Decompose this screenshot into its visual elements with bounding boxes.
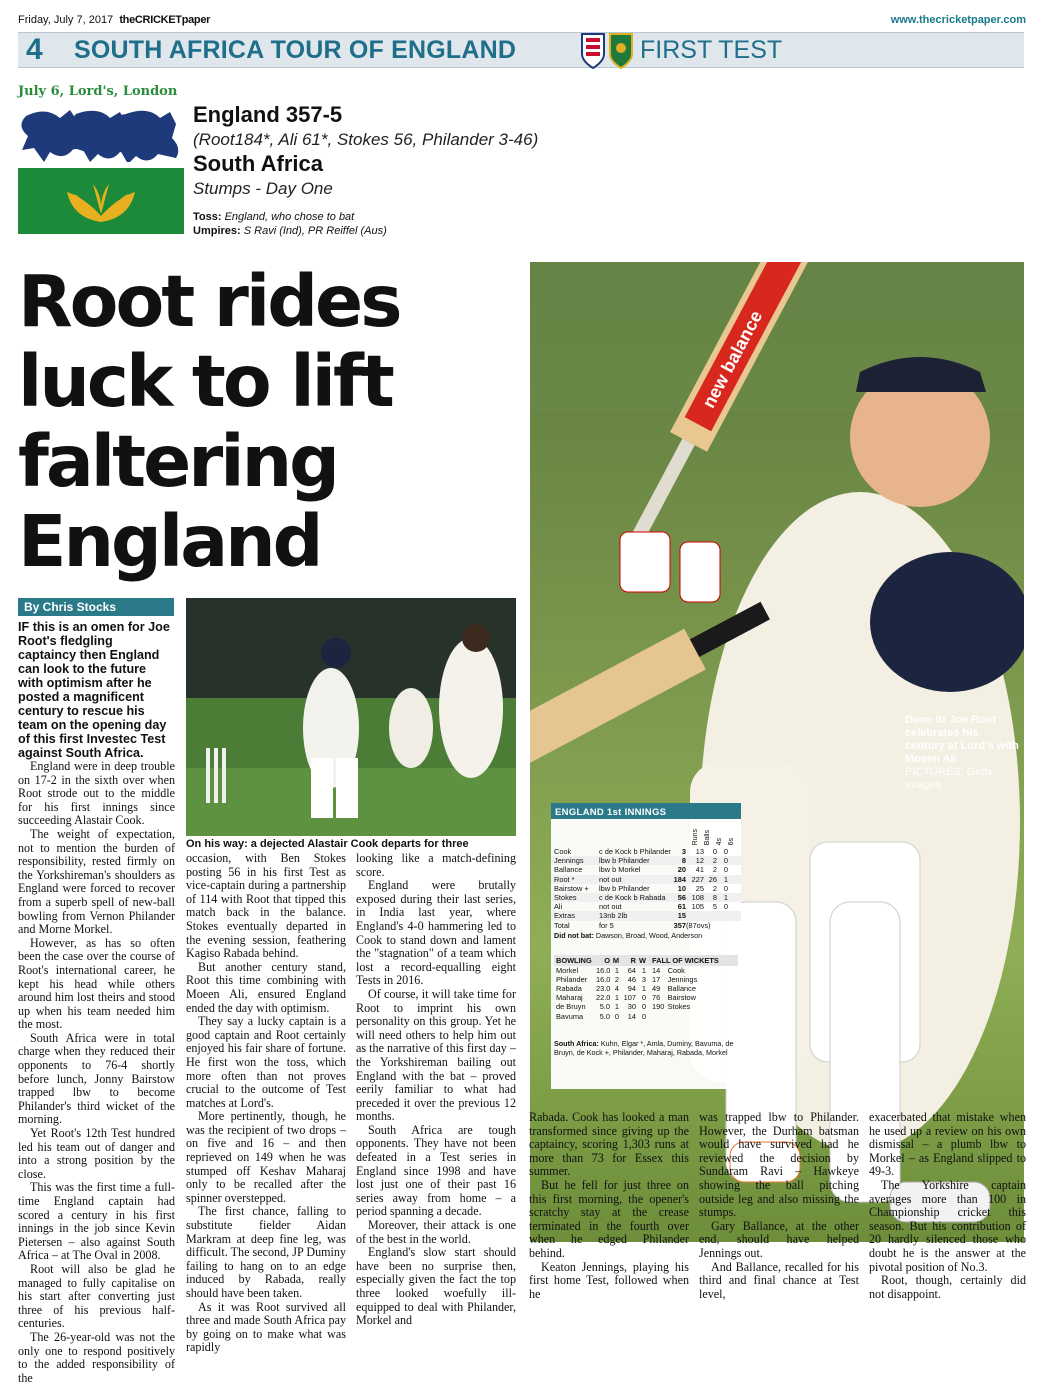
batting-cell-n: Root * bbox=[554, 874, 575, 884]
batting-row bbox=[551, 911, 741, 920]
bowling-cell-w: 1 bbox=[641, 984, 646, 994]
headline: Root rides luck to lift faltering England bbox=[18, 260, 400, 583]
batting-cell-d: lbw b Philander bbox=[599, 883, 650, 893]
batting-cell-f: 26 bbox=[708, 874, 717, 884]
bowling-cell-o: 5.0 bbox=[599, 1011, 610, 1021]
fow-cell-p: Cook bbox=[667, 965, 685, 975]
batting-cell-n: Total bbox=[554, 920, 570, 930]
batting-cell-d: not out bbox=[599, 874, 622, 884]
bowling-cell-n: de Bruyn bbox=[556, 1002, 586, 1012]
bowling-cell-r: 107 bbox=[623, 993, 636, 1003]
bowling-row bbox=[554, 966, 650, 975]
body-column-4: Rabada. Cook has looked a man transformed since giving up the captaincy, scoring 1,303 runs at more than 73 for Essex this summer. But he fell for just three on this first morning, the opener's scratchy stay at the crease terminated in the fourth over when he edged Philander behind. Keaton Jennings, playing his first home Test, followed when he bbox=[529, 1110, 689, 1301]
bowling-cell-n: Rabada bbox=[556, 984, 582, 994]
bat-label: new balance bbox=[698, 307, 767, 412]
bowling-cell-n: Bavuma bbox=[556, 1011, 584, 1021]
batting-cell-s: 1 bbox=[723, 874, 728, 884]
batting-cell-n: Cook bbox=[554, 847, 572, 856]
batting-row bbox=[551, 902, 741, 911]
bowling-cell-r: 14 bbox=[627, 1011, 636, 1021]
batting-cell-f bbox=[704, 911, 717, 920]
batting-cell-n: Jennings bbox=[554, 856, 584, 866]
section-subtitle: FIRST TEST bbox=[640, 36, 783, 64]
batting-cell-b: 12 bbox=[695, 856, 704, 866]
scorecard-title: ENGLAND 1st INNINGS bbox=[551, 803, 741, 819]
batting-cell-d: lbw b Philander bbox=[599, 856, 650, 866]
fow-row bbox=[650, 975, 738, 984]
batting-cell-f: 5 bbox=[712, 902, 717, 912]
section-title: SOUTH AFRICA TOUR OF ENGLAND bbox=[74, 36, 517, 64]
batting-cell-r: 3 bbox=[681, 847, 686, 856]
body-column-2: occasion, with Ben Stokes posting 56 in his first Test as vice-captain during a partnership of 114 with Root that tipped this match back in the balance. Stokes eventually departed in the evening session, feathering Kagiso Rabada behind. But another century stand, Root this time combining with Moeen Ali, ensured England ended the day with optimism. They say a lucky captain is a good captain and Root certainly enjoyed his fair share of fortune. He first won the toss, which more often than not proves crucial to the outcome of Test matches at Lord's. More pertinently, though, he was the recipient of two drops – on five and 16 – and then reprieved on 149 when he was stumped off Keshav Maharaj only to be recalled after the spinner overstepped. The first chance, falling to substitute fielder Aidan Markram at deep fine leg, was difficult. The second, JP Duminy failing to hang on to an edge induced by Rabada, really should have been taken. As it was Root survived all three and made South Africa pay by going on to make what was rapidly bbox=[186, 851, 346, 1355]
bowling-cell-o: 5.0 bbox=[599, 1002, 610, 1012]
batting-cell-r: 184 bbox=[673, 874, 686, 884]
match-status: Stumps - Day One bbox=[193, 179, 333, 198]
batting-cell-s bbox=[717, 921, 728, 930]
batting-cell-f bbox=[704, 921, 717, 930]
south-africa-name: South Africa bbox=[193, 151, 323, 176]
website-link[interactable]: www.thecricketpaper.com bbox=[890, 14, 1026, 26]
fow-cell-p: Stokes bbox=[667, 1002, 691, 1012]
bowling-cell-n: Philander bbox=[556, 974, 588, 984]
issue-date: Friday, July 7, 2017 theCRICKETpaper bbox=[18, 14, 211, 26]
bowling-cell-o: 23.0 bbox=[596, 984, 611, 994]
team-flags bbox=[18, 102, 184, 234]
bowling-table: BOWLING O M R W Morkel 16.0 1 64 1 Philander 16.0 2 46 3 Rabada 23.0 4 94 1 Maharaj 22.0 1 107 0 de Bruyn 5.0 1 30 0 Bavuma 5.0 0 14 0 bbox=[554, 955, 650, 1021]
bowling-cell-n: Maharaj bbox=[556, 993, 583, 1003]
batting-row bbox=[551, 884, 741, 893]
bowling-row bbox=[554, 1012, 650, 1021]
fow-row bbox=[650, 1002, 738, 1011]
bowling-cell-m: 1 bbox=[614, 1002, 619, 1012]
body-column-6: exacerbated that mistake when he used up a review on his own dismissal – a plumb lbw to Morkel – as England slipped to 49-3. The Yorkshire captain averages more than 100 in Championship cricket this season. But his contribution of 20 hardly silenced those who doubt he is the answer at the pivotal position of No.3. Root, though, certainly did not disappoint. bbox=[869, 1110, 1026, 1301]
batting-cell-s: 0 bbox=[723, 865, 728, 875]
batting-cell-r: 20 bbox=[677, 865, 686, 875]
batting-cell-r: 8 bbox=[681, 856, 686, 866]
main-photo-caption: Done it! Joe Root celebrates his century at Lord's with Moeen Ali PICTURES: Getty Images bbox=[905, 714, 1019, 791]
bowling-cell-w: 1 bbox=[641, 965, 646, 975]
batting-cell-s: 0 bbox=[723, 883, 728, 893]
bowling-cell-o: 16.0 bbox=[596, 965, 611, 975]
fow-row bbox=[650, 993, 738, 1002]
batting-cell-d: 13nb 2lb bbox=[599, 911, 628, 921]
bowling-row bbox=[554, 984, 650, 993]
batting-cell-s: 1 bbox=[723, 892, 728, 902]
batting-cell-d: not out bbox=[599, 902, 622, 912]
scorecard bbox=[551, 803, 741, 1089]
batting-cell-r: 61 bbox=[677, 902, 686, 912]
toss-umpires-info: Toss: England, who chose to bat Umpires: S Ravi (Ind), PR Reiffel (Aus) bbox=[193, 211, 387, 237]
top-strip bbox=[18, 14, 1026, 30]
bowling-cell-r: 46 bbox=[627, 974, 636, 984]
batting-cell-n: Ballance bbox=[554, 865, 583, 875]
scorecard-column-headers: Runs Balls 4s 6s bbox=[692, 828, 735, 845]
bowling-cell-m: 2 bbox=[614, 974, 619, 984]
batting-cell-d: for 5 bbox=[599, 920, 614, 930]
fow-cell-n: 76 bbox=[652, 993, 661, 1003]
batting-row bbox=[551, 921, 741, 930]
batting-cell-b: 105 bbox=[691, 902, 704, 912]
did-not-bat: Did not bat: Dawson, Broad, Wood, Anderson bbox=[554, 930, 703, 940]
batting-row bbox=[551, 865, 741, 874]
bowling-row bbox=[554, 1002, 650, 1011]
bowling-cell-w: 0 bbox=[641, 1011, 646, 1021]
bowling-cell-w: 3 bbox=[641, 974, 646, 984]
bowling-cell-r: 30 bbox=[627, 1002, 636, 1012]
bowling-cell-m: 1 bbox=[614, 965, 619, 975]
batting-cell-b: 227 bbox=[691, 874, 704, 884]
fow-cell-n: 14 bbox=[652, 965, 661, 975]
photo-credit: PICTURES: Getty Images bbox=[905, 766, 994, 791]
cook-departs-image bbox=[186, 598, 516, 836]
batting-cell-f: 2 bbox=[712, 883, 717, 893]
fow-cell-n: 190 bbox=[652, 1002, 665, 1012]
fow-row bbox=[650, 966, 738, 975]
batting-cell-b: 25 bbox=[695, 883, 704, 893]
south-africa-team: South Africa: Kuhn, Elgar *, Amla, Duminy, Bavuma, de Bruyn, de Kock +, Philander, Maharaj, Rabada, Morkel bbox=[554, 1038, 734, 1057]
batting-cell-s: 0 bbox=[723, 902, 728, 912]
cook-photo-caption: On his way: a dejected Alastair Cook departs for three bbox=[186, 838, 469, 850]
paper-name: theCRICKETpaper bbox=[119, 14, 211, 26]
bowling-cell-m: 4 bbox=[614, 984, 619, 994]
batting-cell-d: c de Kock b Philander bbox=[599, 847, 671, 856]
bowling-cell-n: Morkel bbox=[556, 965, 579, 975]
batting-cell-d: lbw b Morkel bbox=[599, 865, 641, 875]
bowling-cell-r: 94 bbox=[627, 984, 636, 994]
body-column-5: was trapped lbw to Philander. However, the Durham batsman would have survived had he reviewed the decision by Sundaram Ravi – Hawkeye showing the ball pitching outside leg and also missing the stumps. Gary Ballance, at the other end, should have helped Jennings out. And Ballance, recalled for his third and final chance at Test level, bbox=[699, 1110, 859, 1301]
batting-cell-n: Ali bbox=[554, 902, 563, 912]
byline: By Chris Stocks bbox=[18, 598, 174, 616]
batting-rows bbox=[551, 847, 741, 930]
article-intro: IF this is an omen for Joe Root's fledgling captaincy then England can look to the future with optimism after he posted a magnificent century to rescue his team on the opening day of this first Investec Test against South Africa. bbox=[18, 620, 170, 760]
bowling-section bbox=[551, 955, 741, 1021]
fall-of-wickets: FALL OF WICKETS 14 Cook 17 Jennings 49 Ballance 76 Bairstow 190 Stokes bbox=[650, 955, 738, 1021]
batting-cell-r: 56 bbox=[677, 892, 686, 902]
batting-cell-n: Stokes bbox=[554, 892, 577, 902]
bowling-cell-w: 0 bbox=[641, 993, 646, 1003]
team-crests bbox=[580, 30, 636, 72]
batting-cell-f: 2 bbox=[712, 856, 717, 866]
batting-cell-b: 41 bbox=[695, 865, 704, 875]
batting-cell-b: (87ovs) bbox=[686, 920, 711, 930]
bowling-cell-w: 0 bbox=[641, 1002, 646, 1012]
batting-cell-s: 0 bbox=[723, 856, 728, 866]
bowling-cell-o: 22.0 bbox=[596, 993, 611, 1003]
bowling-cell-m: 0 bbox=[614, 1011, 619, 1021]
batting-cell-f: 8 bbox=[712, 892, 717, 902]
batting-row bbox=[551, 875, 741, 884]
bowling-row bbox=[554, 975, 650, 984]
fow-cell-n: 49 bbox=[652, 984, 661, 994]
body-column-1: England were in deep trouble on 17-2 in the sixth over when Root strode out to the middle for his first innings since succeeding Alastair Cook. The weight of expectation, not to mention the burden of responsibility, rested firmly on the Yorkshireman's shoulders as England were forced to recover from a superb spell of new-ball bowling from Vernon Philander and Morne Morkel. However, as has so often been the case over the course of Root's international career, he kept his head while others around him lost theirs and stood up when his team needed him the most. South Africa were in total charge when they reduced their opponents to 76-4 shortly before lunch, Jonny Bairstow trapped lbw to become Philander's third wicket of the morning. Yet Root's 12th Test hundred led his team out of danger and into a strong position by the close. This was the first time a full-time England captain had scored a century in his first innings in the job since Kevin Pietersen – also against South Africa – at The Oval in 2008. Root will also be glad he managed to fully capitalise on his start after converting just three of his previous half-centuries. The 26-year-old was not the only one to respond positively to the added responsibility of the bbox=[18, 759, 175, 1385]
batting-cell-r: 357 bbox=[673, 920, 686, 930]
fow-row bbox=[650, 984, 738, 993]
england-score: England 357-5 bbox=[193, 102, 343, 127]
fow-cell-p: Bairstow bbox=[667, 993, 696, 1003]
batting-cell-s bbox=[717, 911, 728, 920]
batting-cell-b: 13 bbox=[695, 847, 704, 856]
page-number: 4 bbox=[26, 33, 43, 66]
body-column-3: looking like a match-defining score. England were brutally exposed during their last series, in India last year, where England's 4-0 hammering led to Cook to stand down and lament the "stagnation" of a team which lost a record-equalling eight Tests in 2016. Of course, it will take time for Root to imprint his own personality on this group. Yet he will need others to help him out as the narrative of this first day – the Yorkshireman bailing out England with the bat – proved eerily familiar to what had preceded it over the previous 12 months. South Africa are tough opponents. They have not been defeated in a Test series in England since 1998 and have lost just one of their past 16 series away from home – a period spanning a decade. Moreover, their attack is one of the best in the world. England's slow start should have been no surprise then, especially given the fact the top three looked woefully ill-equipped to deal with Philander, Morkel and bbox=[356, 851, 516, 1328]
bowling-cell-o: 16.0 bbox=[596, 974, 611, 984]
batting-cell-n: Extras bbox=[554, 911, 575, 921]
fow-cell-p: Ballance bbox=[667, 984, 696, 994]
batting-cell-b: 108 bbox=[691, 892, 704, 902]
batting-cell-n: Bairstow + bbox=[554, 883, 589, 893]
batting-cell-b bbox=[686, 911, 704, 920]
batting-row bbox=[551, 893, 741, 902]
batting-cell-f: 2 bbox=[712, 865, 717, 875]
fow-cell-n: 17 bbox=[652, 974, 661, 984]
batting-cell-d: c de Kock b Rabada bbox=[599, 892, 666, 902]
fow-cell-p: Jennings bbox=[667, 974, 698, 984]
batting-cell-f: 0 bbox=[712, 847, 717, 856]
bowling-row bbox=[554, 993, 650, 1002]
batting-cell-s: 0 bbox=[723, 847, 728, 856]
cook-photo bbox=[186, 598, 516, 836]
match-dateline: July 6, Lord's, London bbox=[18, 84, 178, 99]
england-score-detail: (Root184*, Ali 61*, Stokes 56, Philander 3-46) bbox=[193, 130, 539, 149]
bowling-cell-r: 64 bbox=[627, 965, 636, 975]
batting-cell-r: 10 bbox=[677, 883, 686, 893]
batting-row bbox=[551, 856, 741, 865]
bowling-cell-m: 1 bbox=[614, 993, 619, 1003]
batting-cell-r: 15 bbox=[677, 911, 686, 921]
batting-row bbox=[551, 847, 741, 856]
